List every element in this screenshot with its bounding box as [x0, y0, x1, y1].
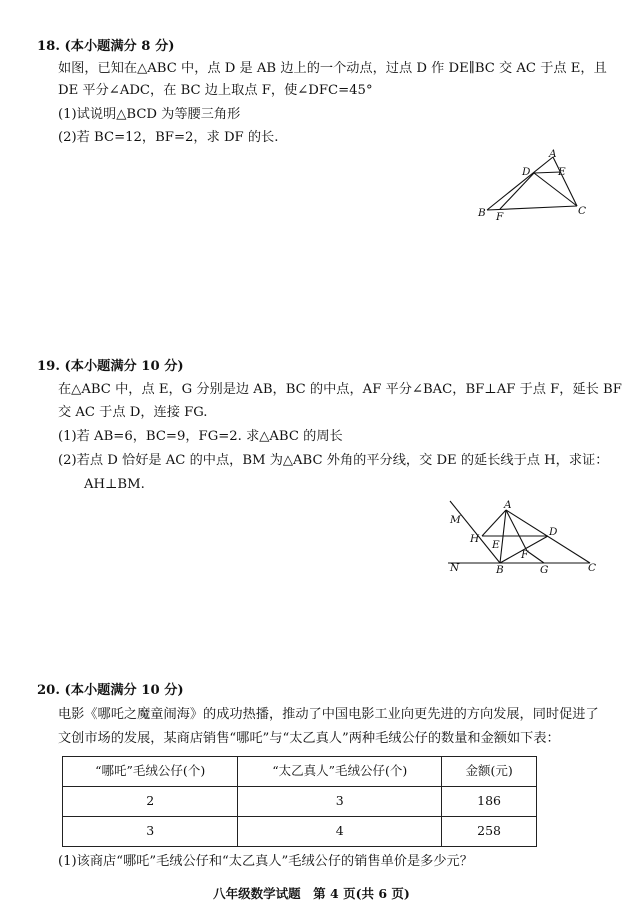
- q19-label-g: G: [540, 564, 549, 576]
- q19-text-line1: 在△ABC 中，点 E，G 分别是边 AB，BC 的中点，AF 平分∠BAC，BF⊥AF 于点 F，延长 BF: [58, 382, 622, 397]
- q18-label-e: E: [558, 166, 566, 178]
- table-header-cell: “太乙真人”毛绒公仔(个): [238, 757, 442, 787]
- q19-triangle-figure: [440, 495, 605, 575]
- table-row: [63, 817, 537, 847]
- page-footer: 八年级数学试题 第 4 页(共 6 页): [213, 886, 410, 901]
- q20-heading: 20. (本小题满分 10 分): [37, 683, 184, 698]
- q20-part1: (1)该商店“哪吒”毛绒公仔和“太乙真人”毛绒公仔的销售单价是多少元？: [58, 854, 473, 869]
- q18-label-b: B: [478, 207, 486, 219]
- q20-text-line1: 电影《哪吒之魔童闹海》的成功热播，推动了中国电影工业向更先进的方向发展，同时促进了: [58, 707, 599, 722]
- q19-label-d: D: [549, 526, 558, 538]
- q18-label-a: A: [549, 148, 557, 160]
- q19-label-a: A: [504, 499, 512, 511]
- q19-part2-continued: AH⊥BM.: [84, 477, 145, 492]
- q19-label-b: B: [496, 564, 504, 576]
- q19-label-e: E: [492, 539, 500, 551]
- table-cell: 3: [63, 817, 238, 847]
- q19-part2: (2)若点 D 恰好是 AC 的中点，BM 为△ABC 外角的平分线，交 DE 的延长线于点 H，求证：: [58, 453, 609, 468]
- sales-table: [62, 756, 537, 847]
- q18-label-d: D: [522, 166, 531, 178]
- q18-text-line2: DE 平分∠ADC，在 BC 边上取点 F，使∠DFC=45°: [58, 83, 373, 98]
- q20-text-line2: 文创市场的发展，某商店销售“哪吒”与“太乙真人”两种毛绒公仔的数量和金额如下表：: [58, 731, 560, 746]
- q19-label-f: F: [521, 549, 529, 561]
- q19-heading: 19. (本小题满分 10 分): [37, 359, 184, 374]
- table-header-row: [63, 757, 537, 787]
- q19-part1: (1)若 AB=6，BC=9，FG=2. 求△ABC 的周长: [58, 429, 343, 444]
- table-cell: 3: [238, 787, 442, 817]
- q19-label-m: M: [450, 514, 461, 526]
- q18-part2: (2)若 BC=12，BF=2，求 DF 的长.: [58, 130, 279, 145]
- q19-label-c: C: [588, 562, 597, 574]
- q19-text-line2: 交 AC 于点 D，连接 FG.: [58, 405, 208, 420]
- table-cell: 258: [442, 817, 537, 847]
- q18-heading: 18. (本小题满分 8 分): [37, 39, 175, 54]
- q19-label-n: N: [450, 562, 460, 574]
- table-row: [63, 787, 537, 817]
- q18-label-f: F: [496, 211, 504, 223]
- q18-text-line1: 如图，已知在△ABC 中，点 D 是 AB 边上的一个动点，过点 D 作 DE∥BC 交 AC 于点 E，且: [58, 61, 607, 76]
- q18-label-c: C: [578, 205, 587, 217]
- table-cell: 2: [63, 787, 238, 817]
- q18-triangle-figure: [470, 148, 600, 223]
- q19-label-h: H: [470, 533, 480, 545]
- table-cell: 4: [238, 817, 442, 847]
- table-header-cell: “哪吒”毛绒公仔(个): [63, 757, 238, 787]
- table-cell: 186: [442, 787, 537, 817]
- q18-part1: (1)试说明△BCD 为等腰三角形: [58, 107, 241, 122]
- table-header-cell: 金额(元): [442, 757, 537, 787]
